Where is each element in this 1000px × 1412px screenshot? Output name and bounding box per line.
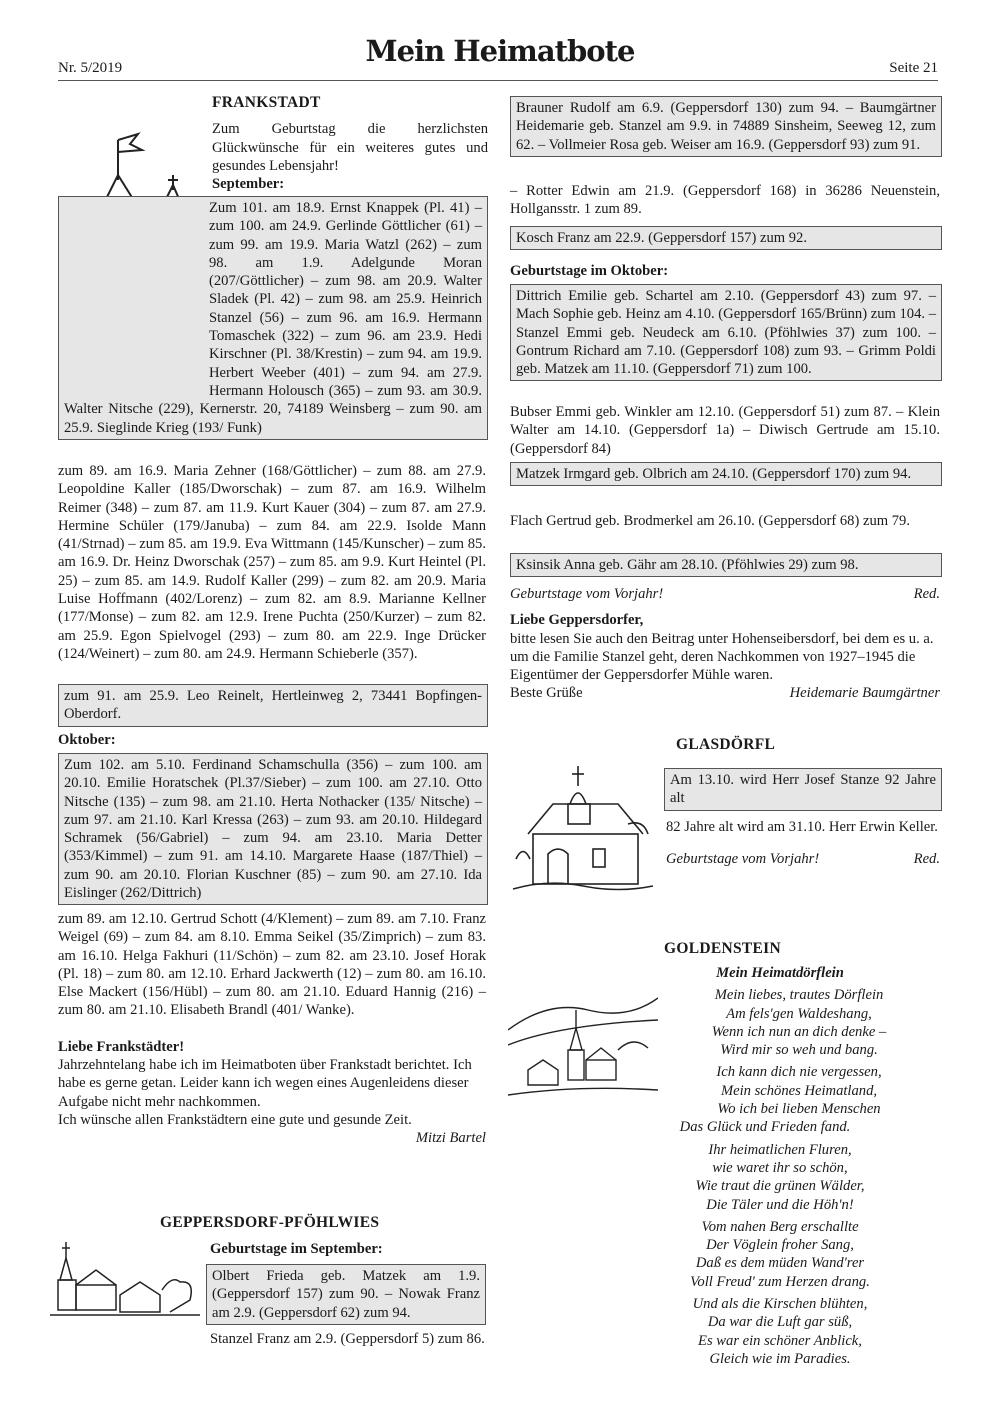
geppersdorf-october-text-1: Bubser Emmi geb. Winkler am 12.10. (Geppersdorf 51) zum 87. – Klein Walter am 14.10. (Geppersdorf 1a) – Diwisch Gertrude am 15.10. (Geppersdorf 84) (510, 404, 940, 457)
geppersdorf-note-line (510, 585, 940, 603)
poem-line: Wo ich bei lieben Menschen (717, 1101, 881, 1118)
poem-line: wie waret ihr so schön, (712, 1159, 848, 1176)
geppersdorf-october-box-2 (510, 462, 942, 486)
geppersdorf-letter-title: Liebe Geppersdorfer, (510, 612, 644, 629)
frankstadt-september-box-2 (58, 684, 488, 727)
poem-line: Ich kann dich nie vergessen, (716, 1064, 882, 1081)
goldenstein-poem (620, 964, 940, 1372)
frankstadt-september-box-2-text: zum 91. am 25.9. Leo Reinelt, Hertleinweg 2, 73441 Bopfingen-Oberdorf. (64, 688, 482, 723)
poem-line: Voll Freud' zum Herzen drang. (690, 1273, 870, 1290)
geppersdorf-letter-signature: Heidemarie Baumgärtner (789, 685, 940, 702)
geppersdorf-note-signature: Red. (913, 586, 940, 602)
poem-line: Daß es dem müden Wand'rer (695, 1255, 865, 1272)
poem-line: Wird mir so weh und bang. (720, 1042, 878, 1059)
poem-stanzas (620, 986, 940, 1368)
poem-line: Die Täler und die Höh'n! (706, 1196, 854, 1213)
geppersdorf-october-box-1 (510, 284, 942, 381)
frankstadt-heading: FRANKSTADT (212, 94, 321, 111)
geppersdorf-october-box-1-text: Dittrich Emilie geb. Schartel am 2.10. (Geppersdorf 43) zum 97. – Mach Sophie geb. Heinz am 4.10. (Geppersdorf 165/Brünn) zum 104. – Stanzel Emmi geb. Neudeck am 6.10. (Pföhlwies 37) zum 100. – Gontrum Richard am 7.10. (Geppersdorf 108) zum 93. – Grimm Poldi geb. Matzek am 11.10. (Geppersdorf 71) zum 100. (516, 288, 936, 378)
glasdoerfl-note-signature: Red. (913, 851, 940, 868)
poem-line: Mein schönes Heimatland, (720, 1082, 878, 1099)
masthead-title: Mein Heimatbote (365, 34, 635, 68)
geppersdorf-september-box-text: Olbert Frieda geb. Matzek am 1.9. (Geppersdorf 157) zum 90. – Nowak Franz am 2.9. (Geppersdorf 62) zum 94. (212, 1268, 480, 1321)
geppersdorf-september-text: Stanzel Franz am 2.9. (Geppersdorf 5) zum 86. (210, 1331, 485, 1347)
geppersdorf-october-text-2: Flach Gertrud geb. Brodmerkel am 26.10. (Geppersdorf 68) zum 79. (510, 513, 911, 529)
geppersdorf-letter-greeting: Beste Grüße (510, 685, 583, 702)
geppersdorf-heading: GEPPERSDORF-PFÖHLWIES (160, 1214, 380, 1231)
frankstadt-october-text: zum 89. am 12.10. Gertrud Schott (4/Klement) – zum 89. am 7.10. Franz Weigel (69) – zum 84. am 8.10. Emma Seikel (35/Zimprich) – zum 83. am 16.10. Helga Fakhuri (11/Schön) – zum 82. am 23.10. Josef Horak (Pl. 18) – zum 80. am 12.10. Erhard Jackwerth (12) – zum 80. am 16.10. Else Mackert (156/Hübl) – zum 80. am 21.10. Eduard Hannig (216) – zum 80. am 21.10. Elisabeth Brandl (401/ Wanke). (58, 911, 486, 1019)
frankstadt-september-text: zum 89. am 16.9. Maria Zehner (168/Göttlicher) – zum 88. am 27.9. Leopoldine Kaller (185/Dworschak) – zum 87. am 16.9. Wilhelm Reimer (348) – zum 87. am 11.9. Kurt Kauer (304) – zum 87. am 27.9. Hermine Schüler (179/Januba) – zum 84. am 22.9. Isolde Mann (41/Strnad) – zum 85. am 19.9. Eva Wittmann (145/Kunscher) – zum 85. am 16.9. Dr. Heinz Dworschak (257) – zum 85. am 9.9. Kurt Heintel (Pl. 25) – zum 85. am 14.9. Rudolf Kaller (299) – zum 82. am 20.9. Maria Luise Hoffmann (402/Lorenz) – zum 82. am 8.9. Marianne Kellner (177/Monse) – zum 82. am 12.9. Irene Puchta (250/Kurzer) – zum 82. am 25.9. Egon Spielvogel (293) – zum 80. am 22.9. Inge Drücker (124/Weinert) – zum 80. am 24.9. Hermann Schieberle (357). (58, 463, 486, 662)
frankstadt-letter-signature: Mitzi Bartel (415, 1130, 486, 1147)
frankstadt-september-box (58, 196, 488, 440)
geppersdorf-right-box-2 (510, 226, 942, 250)
poem-line: Wenn ich nun an dich denke – (711, 1023, 887, 1040)
glasdoerfl-chapel-illustration (508, 764, 658, 894)
glasdoerfl-text: 82 Jahre alt wird am 31.10. Herr Erwin Keller. (666, 819, 938, 835)
geppersdorf-letter-closing (510, 684, 940, 702)
geppersdorf-october-label: Geburtstage im Oktober: (510, 263, 669, 279)
poem-line: Der Vöglein froher Sang, (706, 1237, 854, 1254)
geppersdorf-october-box-3 (510, 553, 942, 577)
poem-stanza (620, 1295, 940, 1368)
geppersdorf-right-box-1 (510, 96, 942, 157)
poem-stanza (620, 1218, 940, 1291)
frankstadt-october-label: Oktober: (58, 732, 116, 748)
goldenstein-heading: GOLDENSTEIN (664, 940, 781, 957)
poem-stanza (620, 1063, 940, 1136)
frankstadt-intro: Zum Geburtstag die herzlichsten Glückwünsche für ein weiteres gutes und gesundes Lebensjahr! (212, 121, 488, 174)
glasdoerfl-box (664, 768, 942, 811)
poem-stanza (620, 1141, 940, 1214)
poem-line: Vom nahen Berg erschallte (701, 1218, 859, 1235)
geppersdorf-october-box-3-text: Ksinsik Anna geb. Gähr am 28.10. (Pföhlwies 29) zum 98. (516, 557, 859, 573)
poem-line: Das Glück und Frieden fand. (679, 1119, 851, 1136)
poem-stanza (620, 986, 940, 1059)
header-rule (58, 80, 938, 81)
issue-number: Nr. 5/2019 (58, 60, 123, 76)
page-number: Seite 21 (889, 60, 938, 76)
frankstadt-october-box (58, 753, 488, 905)
glasdoerfl-note-line (666, 850, 940, 868)
geppersdorf-september-box (206, 1264, 486, 1325)
poem-line: Es war ein schöner Anblick, (698, 1332, 862, 1349)
frankstadt-september-label: September: (212, 176, 285, 193)
poem-line: Ihr heimatlichen Fluren, (708, 1141, 852, 1158)
frankstadt-letter-wish: Ich wünsche allen Frankstädtern eine gute und gesunde Zeit. (58, 1111, 412, 1128)
geppersdorf-note: Geburtstage vom Vorjahr! (510, 586, 664, 602)
geppersdorf-september-label: Geburtstage im September: (210, 1241, 383, 1257)
geppersdorf-village-illustration (50, 1240, 200, 1320)
frankstadt-october-box-text: Zum 102. am 5.10. Ferdinand Schamschulla (356) – zum 100. am 20.10. Emilie Horatschek (Pl.37/Sieber) – zum 100. am 27.10. Otto Nitsche (135) – zum 98. am 21.10. Herta Nothacker (135/ Nitsche) – zum 97. am 21.10. Karl Kressa (263) – zum 93. am 20.10. Hildegard Schramek (56/Gabriel) – zum 94. am 23.10. Maria Detter (353/Kimmel) – zum 91. am 14.10. Margarete Haase (187/Thiel) – zum 90. am 20.10. Florian Kuschner (85) – zum 90. am 27.10. Ida Eislinger (262/Dittrich) (64, 757, 482, 902)
geppersdorf-right-box-2-text: Kosch Franz am 22.9. (Geppersdorf 157) zum 92. (516, 230, 807, 246)
poem-line: Mein liebes, trautes Dörflein (714, 987, 884, 1004)
poem-line: Gleich wie im Paradies. (709, 1350, 851, 1367)
glasdoerfl-note: Geburtstage vom Vorjahr! (666, 851, 820, 868)
poem-title: Mein Heimatdörflein (716, 965, 844, 981)
geppersdorf-right-text-1: – Rotter Edwin am 21.9. (Geppersdorf 168) in 36286 Neuenstein, Hollgansstr. 1 zum 89. (510, 183, 940, 218)
poem-line: Und als die Kirschen blühten, (692, 1296, 868, 1313)
frankstadt-letter-body: Jahrzehntelang habe ich im Heimatboten über Frankstadt berichtet. Ich habe es gerne getan. Leider kann ich wegen eines Augenleidens dieser Aufgabe nicht mehr nachkommen. (58, 1057, 472, 1110)
frankstadt-letter-title: Liebe Frankstädter! (58, 1038, 185, 1055)
frankstadt-september-box-text: Zum 101. am 18.9. Ernst Knappek (Pl. 41) – zum 100. am 24.9. Gerlinde Göttlicher (61) – zum 99. am 19.9. Maria Watzl (262) – zum 98. am 1.9. Adelgunde Moran (207/Göttlicher) – zum 98. am 20.9. Walter Sladek (Pl. 42) – zum 98. am 25.9. Heinrich Stanzel (56) – zum 96. am 16.9. Hermann Tomaschek (322) – zum 96. am 23.9. Hedi Kirschner (Pl. 38/Krestin) – zum 94. am 19.9. Herbert Weeber (401) – zum 94. am 27.9. Hermann Holousch (365) – zum 93. am 30.9. Walter Nitsche (229), Kernerstr. 20, 74189 Weinsberg – zum 90. am 25.9. Sieglinde Krieg (193/ Funk) (64, 200, 482, 436)
poem-line: Da war die Luft gar süß, (707, 1314, 853, 1331)
glasdoerfl-box-text: Am 13.10. wird Herr Josef Stanze 92 Jahre alt (670, 772, 936, 807)
geppersdorf-letter-body: bitte lesen Sie auch den Beitrag unter Hohenseibersdorf, bei dem es u. a. um die Familie Stanzel geht, deren Nachkommen von 1927–1945 die Eigentümer der Geppersdorfer Mühle waren. (510, 630, 934, 684)
geppersdorf-right-box-1-text: Brauner Rudolf am 6.9. (Geppersdorf 130) zum 94. – Baumgärtner Heidemarie geb. Stanzel am 9.9. in 74889 Sinsheim, Seeweg 12, zum 62. – Vollmeier Rosa geb. Weiser am 16.9. (Geppersdorf 93) zum 91. (516, 100, 936, 153)
geppersdorf-october-box-2-text: Matzek Irmgard geb. Olbrich am 24.10. (Geppersdorf 170) zum 94. (516, 466, 912, 482)
poem-line: Wie traut die grünen Wälder, (695, 1178, 865, 1195)
glasdoerfl-heading: GLASDÖRFL (676, 736, 776, 753)
poem-line: Am fels'gen Waldeshang, (726, 1005, 872, 1022)
